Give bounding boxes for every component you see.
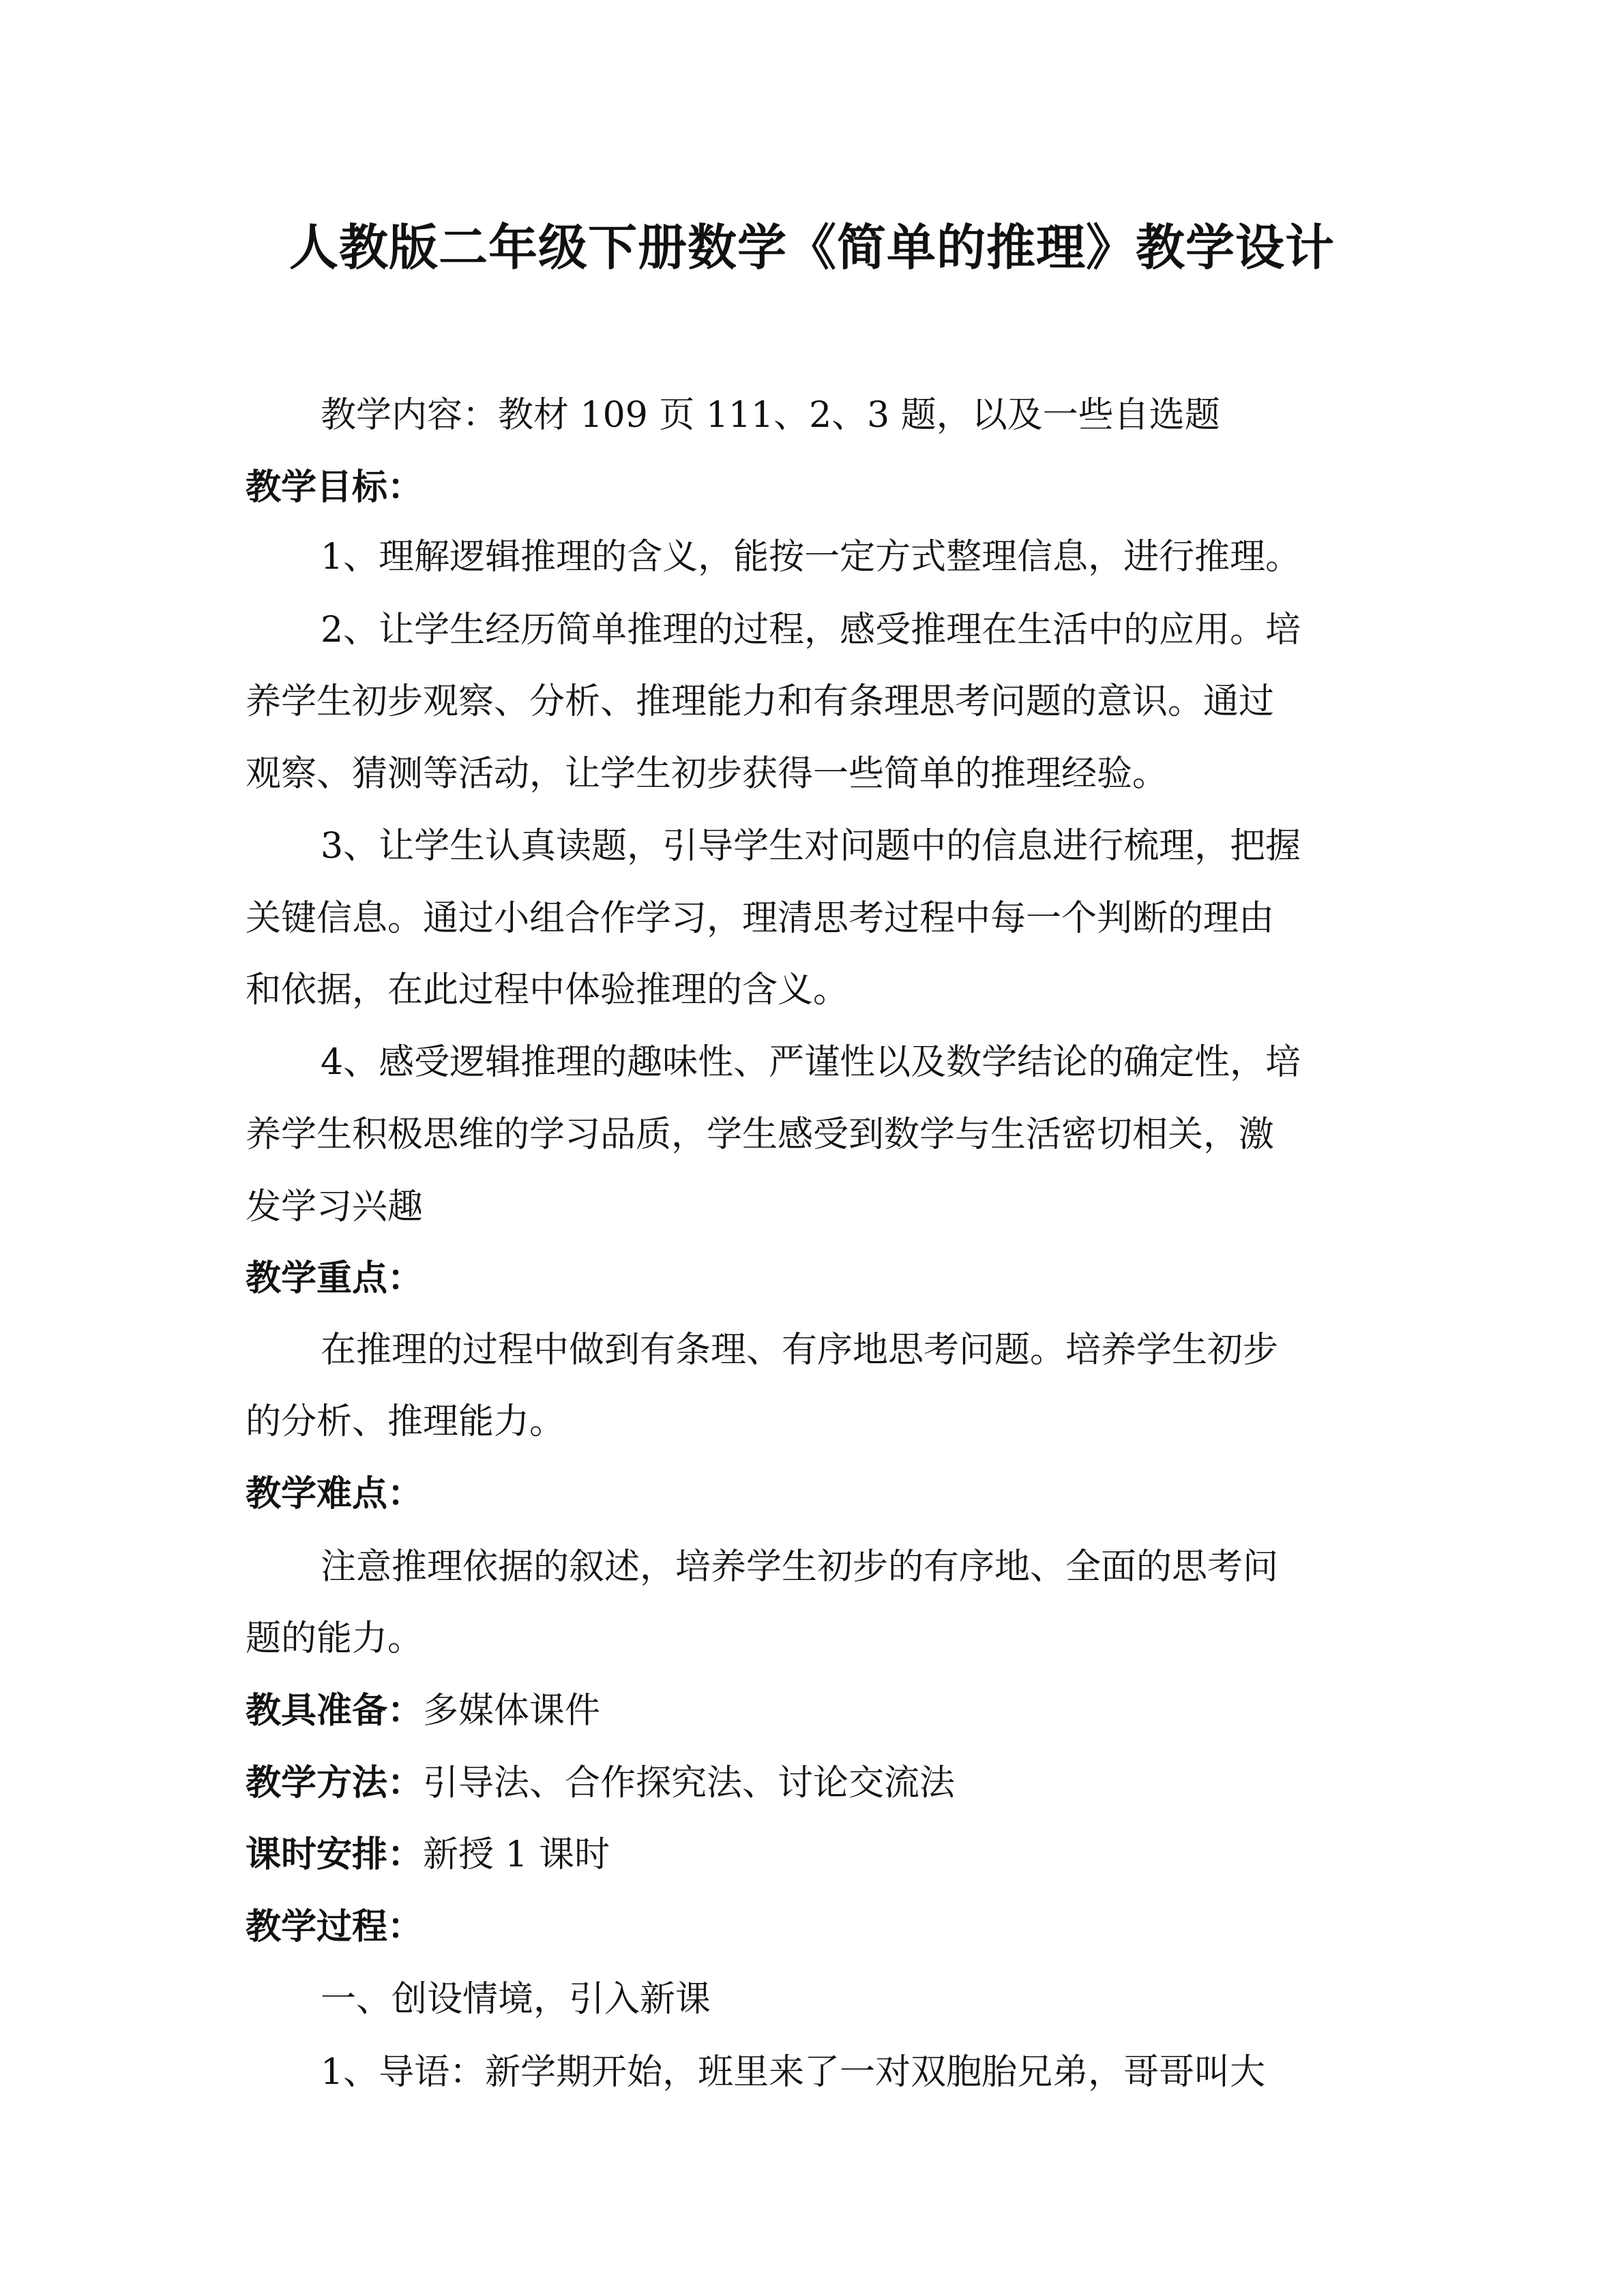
goal-2-line-2: 养学生初步观察、分析、推理能力和有条理思考问题的意识。通过 bbox=[246, 681, 1275, 722]
difficulty-line-2: 题的能力。 bbox=[246, 1618, 424, 1659]
teaching-content-line: 教学内容：教材 109 页 111、2、3 题，以及一些自选题 bbox=[321, 395, 1220, 436]
goal-4-line-1: 4、感受逻辑推理的趣味性、严谨性以及数学结论的确定性，培 bbox=[321, 1042, 1301, 1083]
goal-4-line-2: 养学生积极思维的学习品质，学生感受到数学与生活密切相关，激 bbox=[246, 1114, 1275, 1155]
section-1-heading: 一、创设情境，引入新课 bbox=[321, 1979, 711, 2020]
goal-3-line-2: 关键信息。通过小组合作学习，理清思考过程中每一个判断的理由 bbox=[246, 898, 1275, 939]
key-points-line-2: 的分析、推理能力。 bbox=[246, 1401, 565, 1442]
difficulty-line-1: 注意推理依据的叙述，培养学生初步的有序地、全面的思考问 bbox=[321, 1547, 1279, 1587]
goals-heading: 教学目标： bbox=[246, 467, 424, 508]
tools-value: 多媒体课件 bbox=[423, 1690, 601, 1731]
key-points-heading: 教学重点： bbox=[246, 1258, 424, 1299]
method-label: 教学方法： bbox=[246, 1763, 424, 1804]
goal-3-line-3: 和依据，在此过程中体验推理的含义。 bbox=[246, 970, 849, 1011]
goal-2-line-1: 2、让学生经历简单推理的过程，感受推理在生活中的应用。培 bbox=[321, 610, 1301, 651]
difficulty-heading: 教学难点： bbox=[246, 1474, 424, 1515]
goal-3-line-1: 3、让学生认真读题，引导学生对问题中的信息进行梳理，把握 bbox=[321, 826, 1301, 867]
key-points-line-1: 在推理的过程中做到有条理、有序地思考问题。培养学生初步 bbox=[321, 1330, 1279, 1371]
schedule-row bbox=[246, 1831, 610, 1879]
tools-row bbox=[246, 1687, 600, 1735]
tools-label: 教具准备： bbox=[246, 1690, 424, 1731]
step-1-line: 1、导语：新学期开始，班里来了一对双胞胎兄弟，哥哥叫大 bbox=[321, 2052, 1266, 2093]
document-title: 人教版二年级下册数学《简单的推理》教学设计 bbox=[289, 219, 1335, 276]
schedule-label: 课时安排： bbox=[246, 1834, 424, 1875]
goal-4-line-3: 发学习兴趣 bbox=[246, 1187, 424, 1227]
goal-1: 1、理解逻辑推理的含义，能按一定方式整理信息，进行推理。 bbox=[321, 537, 1301, 578]
process-heading: 教学过程： bbox=[246, 1907, 424, 1948]
goal-2-line-3: 观察、猜测等活动，让学生初步获得一些简单的推理经验。 bbox=[246, 754, 1168, 794]
method-value: 引导法、合作探究法、讨论交流法 bbox=[423, 1763, 956, 1804]
method-row bbox=[246, 1759, 955, 1807]
schedule-value: 新授 1 课时 bbox=[423, 1834, 610, 1875]
